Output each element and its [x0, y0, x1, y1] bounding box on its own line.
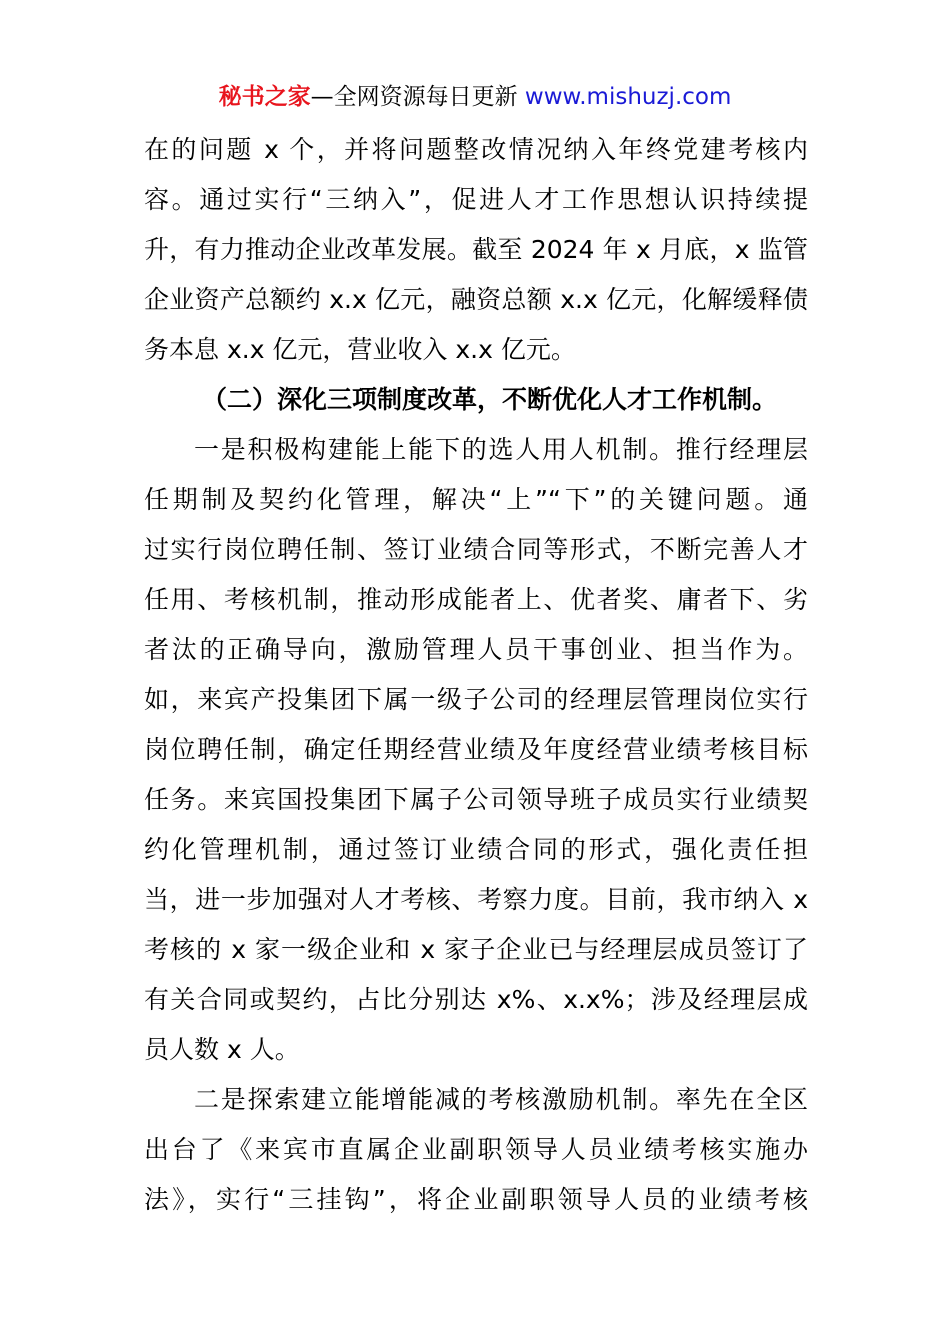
text-line: 出台了《来宾市直属企业副职领导人员业绩考核实施办 [144, 1135, 808, 1164]
text-line: 在的问题 x 个，并将问题整改情况纳入年终党建考核内 [144, 135, 808, 164]
text-line: 法》，实行“三挂钩”，将企业副职领导人员的业绩考核 [144, 1185, 808, 1214]
section-heading: （二）深化三项制度改革，不断优化人才工作机制。 [202, 385, 778, 414]
text-line: 任期制及契约化管理，解决“上”“下”的关键问题。通 [144, 485, 808, 514]
text-line: 考核的 x 家一级企业和 x 家子企业已与经理层成员签订了 [144, 935, 808, 964]
text-line: 容。通过实行“三纳入”，促进人才工作思想认识持续提 [144, 185, 808, 214]
document-body [144, 125, 808, 1225]
text-line: 务本息 x.x 亿元，营业收入 x.x 亿元。 [144, 335, 576, 364]
text-line: 任用、考核机制，推动形成能者上、优者奖、庸者下、劣 [144, 585, 808, 614]
page-header [0, 82, 950, 112]
text-line: 当，进一步加强对人才考核、考察力度。目前，我市纳入 x [144, 885, 808, 914]
text-line: 岗位聘任制，确定任期经营业绩及年度经营业绩考核目标 [144, 735, 808, 764]
text-line: 企业资产总额约 x.x 亿元，融资总额 x.x 亿元，化解缓释债 [144, 285, 808, 314]
text-line: 升，有力推动企业改革发展。截至 2024 年 x 月底，x 监管 [144, 235, 808, 264]
header-brand: 秘书之家 [218, 84, 311, 110]
text-line: 过实行岗位聘任制、签订业绩合同等形式，不断完善人才 [144, 535, 808, 564]
text-line: 约化管理机制，通过签订业绩合同的形式，强化责任担 [144, 835, 808, 864]
text-line: 任务。来宾国投集团下属子公司领导班子成员实行业绩契 [144, 785, 808, 814]
text-line: 员人数 x 人。 [144, 1035, 300, 1064]
header-site-link[interactable]: www.mishuzj.com [524, 84, 732, 110]
text-line: 二是探索建立能增能减的考核激励机制。率先在全区 [194, 1085, 808, 1114]
text-line: 如，来宾产投集团下属一级子公司的经理层管理岗位实行 [144, 685, 808, 714]
text-line: 有关合同或契约，占比分别达 x%、x.x%；涉及经理层成 [144, 985, 808, 1014]
text-line: 一是积极构建能上能下的选人用人机制。推行经理层 [194, 435, 808, 464]
header-tagline: —全网资源每日更新 [310, 84, 525, 110]
text-line: 者汰的正确导向，激励管理人员干事创业、担当作为。 [144, 635, 808, 664]
